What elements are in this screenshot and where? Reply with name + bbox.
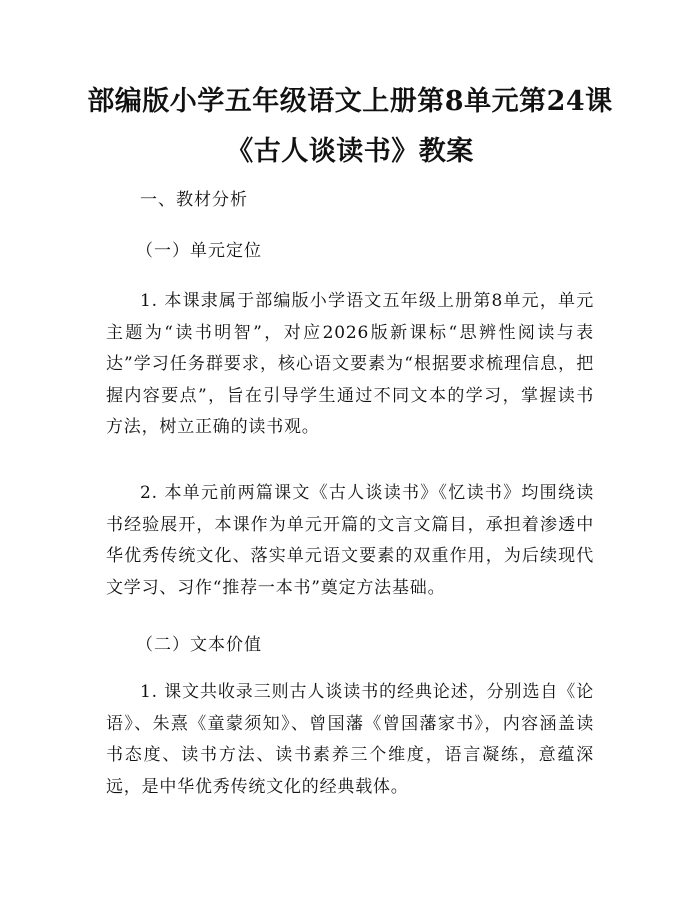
- paragraph-unit-positioning-2: 2. 本单元前两篇课文《古人谈读书》《忆读书》均围绕读书经验展开，本课作为单元开篇的文言文篇目，承担着渗透中华优秀传统文化、落实单元语文要素的双重作用，为后续现代文学习、习作“推荐一本书”奠定方法基础。: [106, 483, 594, 598]
- subsection-heading-unit-positioning: （一）单元定位: [136, 241, 262, 261]
- paragraph-unit-positioning-1: 1. 本课隶属于部编版小学语文五年级上册第8单元，单元主题为“读书明智”，对应2026版新课标“思辨性阅读与表达”学习任务群要求，核心语文要素为“根据要求梳理信息，把握内容要点”，旨在引导学生通过不同文本的学习，掌握读书方法，树立正确的读书观。: [106, 291, 594, 437]
- document-title-line-1: 部编版小学五年级语文上册第8单元第24课: [87, 86, 613, 117]
- document-title-line-2: 《古人谈读书》教案: [226, 136, 474, 167]
- subsection-heading-text-value: （二）文本价值: [136, 635, 262, 655]
- section-heading-textbook-analysis: 一、教材分析: [140, 190, 248, 210]
- paragraph-text-value-1: 1. 课文共收录三则古人谈读书的经典论述，分别选自《论语》、朱熹《童蒙须知》、曾国藩《曾国藩家书》，内容涵盖读书态度、读书方法、读书素养三个维度，语言凝练，意蕴深远，是中华优秀传统文化的经典载体。: [106, 682, 594, 797]
